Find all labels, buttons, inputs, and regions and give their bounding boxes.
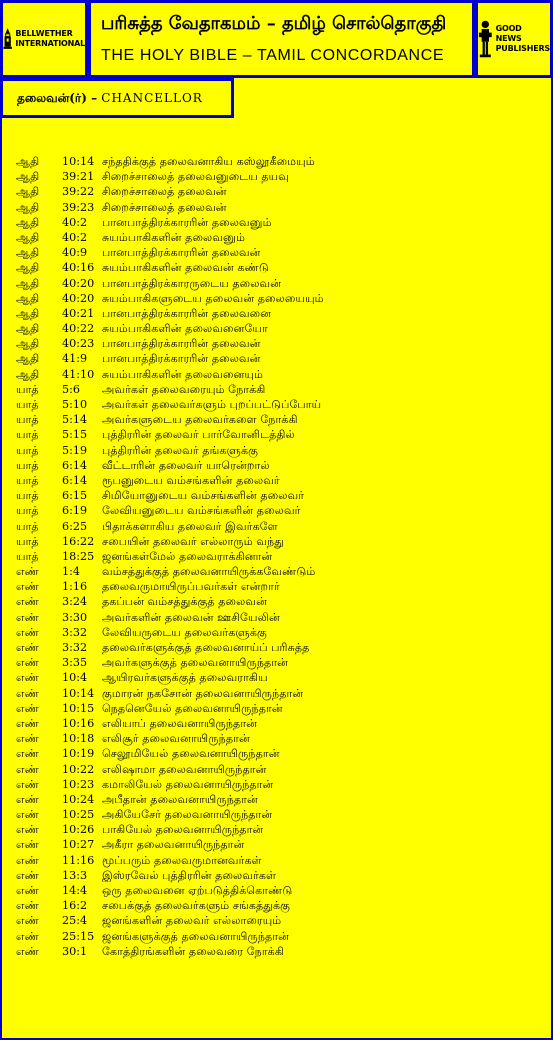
concordance-row xyxy=(16,276,324,291)
entry-reference: 10:25 xyxy=(62,808,95,822)
entry-reference: 6:25 xyxy=(62,519,88,533)
entry-text: எலியாப் தலைவனாயிருந்தான் xyxy=(102,716,258,730)
entry-book: எண் xyxy=(16,641,39,654)
entry-book: எண் xyxy=(16,777,39,791)
entry-book: எண் xyxy=(16,899,39,913)
good-news-logo-text xyxy=(496,24,550,54)
good-news-logo-line1: GOOD NEWS xyxy=(495,24,522,43)
concordance-row xyxy=(16,731,324,746)
entry-text: அவர்களுக்குத் தலைவனாயிருந்தான் xyxy=(102,656,289,670)
entry-book: ஆதி xyxy=(16,246,40,260)
bellwether-logo xyxy=(0,0,88,78)
entry-text: பானபாத்திரக்காரரின் தலைவனும் xyxy=(102,215,272,229)
concordance-row xyxy=(16,594,324,609)
entry-book: எண் xyxy=(16,823,39,837)
entry-text: ஜனங்கள்மேல் தலைவராக்கினான் xyxy=(102,549,273,563)
concordance-row xyxy=(16,716,324,731)
entry-reference: 3:32 xyxy=(62,625,88,639)
entry-text: தலைவருமாயிருப்பவர்கள் என்றார் xyxy=(102,580,280,594)
entry-book: எண் xyxy=(16,944,39,958)
entry-book: எண் xyxy=(16,565,39,579)
entry-reference: 10:24 xyxy=(62,792,95,806)
entry-reference: 39:22 xyxy=(62,185,95,199)
concordance-row xyxy=(16,427,324,442)
entry-text: கோத்திரங்களின் தலைவரை நோக்கி xyxy=(102,944,284,958)
concordance-row xyxy=(16,929,324,944)
entry-reference: 3:24 xyxy=(62,595,88,609)
concordance-row xyxy=(16,701,324,716)
concordance-row xyxy=(16,762,324,777)
entry-book: யாத் xyxy=(16,443,39,457)
entry-book: எண் xyxy=(16,595,39,609)
entry-text: தகப்பன் வம்சத்துக்குத் தலைவன் xyxy=(102,595,267,609)
entry-book: எண் xyxy=(16,686,39,700)
entry-reference: 3:30 xyxy=(62,610,88,624)
entry-text: எலிசூர் தலைவனாயிருந்தான் xyxy=(102,732,250,746)
entry-book: எண் xyxy=(16,808,39,822)
entry-book: யாத் xyxy=(16,458,39,472)
entry-book: ஆதி xyxy=(16,276,40,290)
concordance-row xyxy=(16,625,324,640)
entry-book: ஆதி xyxy=(16,155,40,168)
entry-reference: 16:2 xyxy=(62,899,88,913)
concordance-row xyxy=(16,154,324,169)
entry-reference: 25:4 xyxy=(62,914,88,928)
entry-text: லேவியருடைய தலைவர்களுக்கு xyxy=(102,625,267,639)
entry-text: ஜனங்களின் தலைவர் எல்லாரையும் xyxy=(102,914,282,928)
entry-reference: 10:14 xyxy=(62,686,95,700)
concordance-row xyxy=(16,291,324,306)
concordance-row xyxy=(16,473,324,488)
entry-text: சுயம்பாகிகளின் தலைவன் கண்டு xyxy=(102,261,269,275)
concordance-row xyxy=(16,807,324,822)
entry-book: எண் xyxy=(16,884,39,897)
entry-text: சிறைச்சாலைத் தலைவனுடைய தயவு xyxy=(102,170,289,184)
entry-book: எண் xyxy=(16,656,39,670)
entry-book: யாத் xyxy=(16,473,39,487)
entry-book: எண் xyxy=(16,625,39,639)
concordance-row xyxy=(16,549,324,564)
entry-text: சிறைச்சாலைத் தலைவன் xyxy=(102,200,227,214)
title-banner xyxy=(88,0,475,78)
entry-text: குமாரன் நகசோன் தலைவனாயிருந்தான் xyxy=(102,686,304,700)
entry-book: ஆதி xyxy=(16,337,40,351)
entry-book: யாத் xyxy=(16,428,39,442)
subheading-english: CHANCELLOR xyxy=(101,91,203,105)
concordance-row xyxy=(16,792,324,807)
entry-text: அகியேசேர் தலைவனாயிருந்தான் xyxy=(102,808,273,822)
entry-text: சுயம்பாகிகளின் தலைவனையும் xyxy=(102,367,264,381)
entry-text: அபீதான் தலைவனாயிருந்தான் xyxy=(102,792,258,806)
entry-reference: 10:27 xyxy=(62,838,95,852)
entry-text: சுயம்பாகிகளுடைய தலைவன் தலையையும் xyxy=(102,291,324,305)
concordance-row xyxy=(16,519,324,534)
entry-reference: 40:16 xyxy=(62,261,95,275)
entry-book: யாத் xyxy=(16,413,39,427)
entry-text: பானபாத்திரக்காரரின் தலைவன் xyxy=(102,352,261,366)
entry-reference: 40:22 xyxy=(62,322,95,336)
entry-reference: 3:32 xyxy=(62,641,88,654)
entry-book: ஆதி xyxy=(16,170,40,184)
good-news-logo-line2: PUBLISHERS xyxy=(495,44,550,53)
concordance-row xyxy=(16,169,324,184)
entry-text: அவர்கள் தலைவர்களும் புறப்பட்டுப்போய் xyxy=(102,398,322,411)
entry-book: யாத் xyxy=(16,489,39,503)
concordance-row xyxy=(16,260,324,275)
entry-reference: 40:2 xyxy=(62,230,88,244)
concordance-row xyxy=(16,913,324,928)
entry-text: சந்ததிக்குத் தலைவனாகிய கஸ்லூகீமையும் xyxy=(102,155,315,168)
entry-text: சபையின் தலைவர் எல்லாரும் வந்து xyxy=(102,534,284,548)
entry-reference: 40:23 xyxy=(62,337,95,351)
entry-reference: 41:10 xyxy=(62,367,95,381)
entry-text: புத்திரரின் தலைவர் தங்களுக்கு xyxy=(102,443,258,457)
entry-reference: 40:20 xyxy=(62,276,95,290)
concordance-row xyxy=(16,321,324,336)
entry-book: யாத் xyxy=(16,534,39,548)
entry-text: பாகியேல் தலைவனாயிருந்தான் xyxy=(102,823,264,837)
entry-text: சிமியோனுடைய வம்சங்களின் தலைவர் xyxy=(102,489,305,503)
bellwether-logo-line2: INTERNATIONAL xyxy=(15,39,85,48)
entry-book: எண் xyxy=(16,716,39,730)
subheading-tamil: தலைவன்(ர்) xyxy=(17,91,87,105)
concordance-row xyxy=(16,351,324,366)
entry-book: யாத் xyxy=(16,504,39,518)
concordance-row xyxy=(16,777,324,792)
concordance-row xyxy=(16,534,324,549)
entry-reference: 39:23 xyxy=(62,200,95,214)
entry-book: ஆதி xyxy=(16,306,40,320)
concordance-row xyxy=(16,412,324,427)
entry-text: நெதனெயேல் தலைவனாயிருந்தான் xyxy=(102,701,283,715)
entry-text: இஸ்ரவேல் புத்திரரின் தலைவர்கள் xyxy=(102,868,277,882)
entry-reference: 41:9 xyxy=(62,352,88,366)
entry-reference: 18:25 xyxy=(62,549,95,563)
concordance-row xyxy=(16,579,324,594)
entry-text: அகீரா தலைவனாயிருந்தான் xyxy=(102,838,245,852)
entry-book: யாத் xyxy=(16,519,39,533)
entry-book: எண் xyxy=(16,610,39,624)
concordance-row xyxy=(16,686,324,701)
entry-book: யாத் xyxy=(16,398,39,411)
entry-text: கமாலியேல் தலைவனாயிருந்தான் xyxy=(102,777,274,791)
entry-reference: 40:9 xyxy=(62,246,88,260)
concordance-row xyxy=(16,306,324,321)
entry-text: பானபாத்திரக்காரருடைய தலைவன் xyxy=(102,276,282,290)
concordance-row xyxy=(16,822,324,837)
entry-reference: 11:16 xyxy=(62,853,95,867)
entry-book: எண் xyxy=(16,701,39,715)
concordance-row xyxy=(16,458,324,473)
entry-reference: 10:4 xyxy=(62,671,88,685)
concordance-row xyxy=(16,382,324,397)
entry-reference: 10:16 xyxy=(62,716,95,730)
entry-text: சுயம்பாகிகளின் தலைவனையோ xyxy=(102,322,268,336)
entry-book: யாத் xyxy=(16,549,39,563)
entry-book: எண் xyxy=(16,747,39,761)
concordance-row xyxy=(16,868,324,883)
concordance-row xyxy=(16,944,324,959)
bellwether-logo-text xyxy=(15,29,85,49)
entry-reference: 10:23 xyxy=(62,777,95,791)
entry-reference: 10:19 xyxy=(62,747,95,761)
entry-reference: 14:4 xyxy=(62,884,88,897)
entry-book: ஆதி xyxy=(16,291,40,305)
good-news-logo xyxy=(475,0,553,78)
entry-text: சுயம்பாகிகளின் தலைவனும் xyxy=(102,230,246,244)
entry-reference: 3:35 xyxy=(62,656,88,670)
entry-book: எண் xyxy=(16,868,39,882)
entry-book: எண் xyxy=(16,838,39,852)
entry-text: அவர்கள் தலைவரையும் நோக்கி xyxy=(102,382,266,396)
entry-reference: 5:15 xyxy=(62,428,88,442)
entry-reference: 39:21 xyxy=(62,170,95,184)
entry-reference: 40:2 xyxy=(62,215,88,229)
bellwether-logo-line1: BELLWETHER xyxy=(15,29,73,38)
entry-reference: 10:18 xyxy=(62,732,95,746)
concordance-row xyxy=(16,367,324,382)
concordance-row xyxy=(16,564,324,579)
entry-text: லேவியனுடைய வம்சங்களின் தலைவர் xyxy=(102,504,301,518)
entry-reference: 6:19 xyxy=(62,504,88,518)
entry-book: எண் xyxy=(16,929,39,943)
entry-book: ஆதி xyxy=(16,230,40,244)
entry-reference: 5:10 xyxy=(62,398,88,411)
entry-reference: 10:15 xyxy=(62,701,95,715)
entry-book: எண் xyxy=(16,580,39,594)
entry-reference: 5:14 xyxy=(62,413,88,427)
entry-reference: 13:3 xyxy=(62,868,88,882)
entry-reference: 1:16 xyxy=(62,580,88,594)
entry-reference: 40:21 xyxy=(62,306,95,320)
concordance-row xyxy=(16,230,324,245)
subheading-dash: – xyxy=(91,91,98,105)
bell-tower-icon xyxy=(3,18,12,60)
entry-reference: 6:15 xyxy=(62,489,88,503)
entry-book: ஆதி xyxy=(16,352,40,366)
concordance-row xyxy=(16,883,324,898)
entry-book: ஆதி xyxy=(16,367,40,381)
entry-reference: 30:1 xyxy=(62,944,88,958)
subheading xyxy=(17,91,203,107)
concordance-row xyxy=(16,898,324,913)
entry-text: பானபாத்திரக்காரரின் தலைவன் xyxy=(102,246,261,260)
entry-text: புத்திரரின் தலைவர் பார்வோனிடத்தில் xyxy=(102,428,295,442)
entry-reference: 6:14 xyxy=(62,473,88,487)
concordance-row xyxy=(16,397,324,412)
reading-figure-icon xyxy=(478,18,493,60)
entry-book: ஆதி xyxy=(16,185,40,199)
entry-book: ஆதி xyxy=(16,200,40,214)
entry-reference: 10:22 xyxy=(62,762,95,776)
concordance-row xyxy=(16,503,324,518)
concordance-row xyxy=(16,655,324,670)
entry-book: ஆதி xyxy=(16,261,40,275)
concordance-row xyxy=(16,245,324,260)
entry-text: சபைக்குத் தலைவர்களும் சங்கத்துக்கு xyxy=(102,899,291,913)
entry-text: அவர்களின் தலைவன் ஊசியேலின் xyxy=(102,610,280,624)
entry-text: சிறைச்சாலைத் தலைவன் xyxy=(102,185,227,199)
concordance-row xyxy=(16,336,324,351)
entry-text: பானபாத்திரக்காரரின் தலைவனை xyxy=(102,306,272,320)
entry-text: தலைவர்களுக்குத் தலைவனாய்ப் பரிசுத்த xyxy=(102,641,310,654)
entry-book: யாத் xyxy=(16,382,39,396)
entry-book: ஆதி xyxy=(16,215,40,229)
entry-book: ஆதி xyxy=(16,322,40,336)
entry-book: எண் xyxy=(16,671,39,685)
entry-text: ரூபனுடைய வம்சங்களின் தலைவர் xyxy=(102,473,280,487)
entry-reference: 5:19 xyxy=(62,443,88,457)
entry-text: வம்சத்துக்குத் தலைவனாயிருக்கவேண்டும் xyxy=(102,565,316,579)
entry-text: வீட்டாரின் தலைவர் யாரென்றால் xyxy=(102,458,270,472)
concordance-row xyxy=(16,837,324,852)
entry-text: அவர்களுடைய தலைவர்களை நோக்கி xyxy=(102,413,298,427)
concordance-row xyxy=(16,746,324,761)
concordance-row xyxy=(16,488,324,503)
entry-text: மூப்பரும் தலைவருமானவர்கள் xyxy=(102,853,262,867)
entry-text: ஜனங்களுக்குத் தலைவனாயிருந்தான் xyxy=(102,929,290,943)
entry-text: ஆயிரவர்களுக்குத் தலைவராகிய xyxy=(102,671,268,685)
entry-reference: 10:14 xyxy=(62,155,95,168)
title-tamil: பரிசுத்த வேதாகமம் – தமிழ் சொல்தொகுதி xyxy=(101,13,447,34)
concordance-row xyxy=(16,640,324,655)
entry-reference: 25:15 xyxy=(62,929,95,943)
entry-text: செலூமியேல் தலைவனாயிருந்தான் xyxy=(102,747,280,761)
entry-reference: 6:14 xyxy=(62,458,88,472)
subheading-box xyxy=(0,78,234,118)
concordance-row xyxy=(16,184,324,199)
entry-text: ஒரு தலைவனை ஏற்படுத்திக்கொண்டு xyxy=(102,884,293,897)
entry-book: எண் xyxy=(16,914,39,928)
concordance-list xyxy=(16,154,324,959)
entry-reference: 40:20 xyxy=(62,291,95,305)
entry-text: பானபாத்திரக்காரரின் தலைவன் xyxy=(102,337,261,351)
entry-reference: 1:4 xyxy=(62,565,81,579)
entry-reference: 16:22 xyxy=(62,534,95,548)
entry-book: எண் xyxy=(16,792,39,806)
entry-reference: 10:26 xyxy=(62,823,95,837)
entry-text: பிதாக்களாகிய தலைவர் இவர்களே xyxy=(102,519,278,533)
concordance-row xyxy=(16,215,324,230)
entry-text: எலிஷாமா தலைவனாயிருந்தான் xyxy=(102,762,267,776)
entry-book: எண் xyxy=(16,853,39,867)
entry-book: எண் xyxy=(16,762,39,776)
concordance-row xyxy=(16,853,324,868)
entry-book: எண் xyxy=(16,732,39,746)
concordance-row xyxy=(16,200,324,215)
entry-reference: 5:6 xyxy=(62,382,81,396)
concordance-row xyxy=(16,443,324,458)
concordance-row xyxy=(16,610,324,625)
title-english: THE HOLY BIBLE – TAMIL CONCORDANCE xyxy=(101,47,445,64)
concordance-row xyxy=(16,670,324,685)
